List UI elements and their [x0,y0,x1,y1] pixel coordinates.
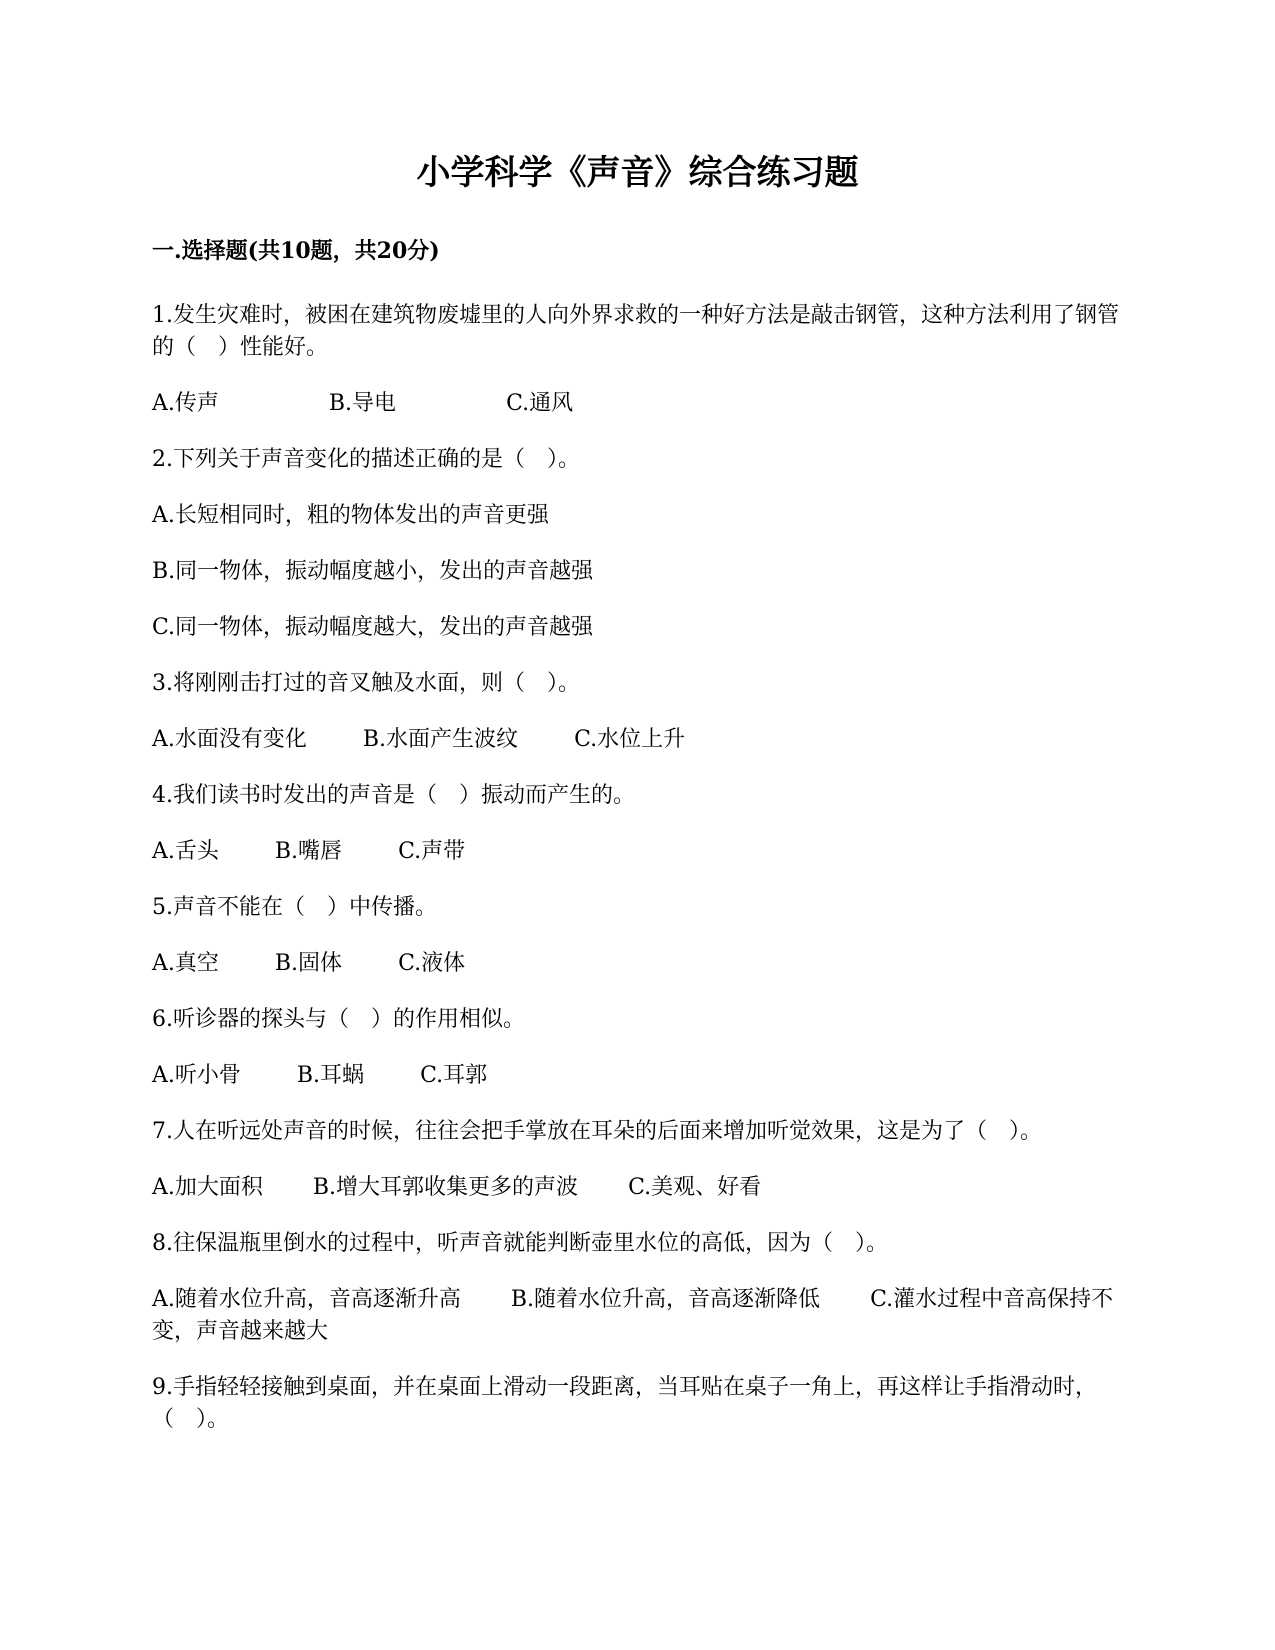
question-list [152,300,1124,1460]
question-text: 1.发生灾难时，被困在建筑物废墟里的人向外界求救的一种好方法是敲击钢管，这种方法利用了钢管的（ ）性能好。 [152,303,1119,360]
answer-options-row [152,948,1124,980]
answer-option: A.真空 [152,951,219,976]
answer-options-row [152,388,1124,420]
answer-options-row [152,1060,1124,1092]
answer-option: A.长短相同时，粗的物体发出的声音更强 [152,503,549,528]
answer-options-row [152,1172,1124,1204]
answer-option: C.水位上升 [574,727,686,752]
answer-option: C.耳郭 [420,1063,488,1088]
answer-option: A.传声 [152,391,219,416]
answer-option: A.水面没有变化 [152,727,307,752]
question-text: 2.下列关于声音变化的描述正确的是（ ）。 [152,447,580,472]
question-text: 4.我们读书时发出的声音是（ ）振动而产生的。 [152,783,635,808]
answer-options-row [152,724,1124,756]
question-text: 6.听诊器的探头与（ ）的作用相似。 [152,1007,525,1032]
question-text: 5.声音不能在（ ）中传播。 [152,895,437,920]
answer-option: C.声带 [398,839,466,864]
answer-option: C.美观、好看 [628,1175,762,1200]
answer-option: C.灌水过程中音高保持不变，声音越来越大 [152,1287,1114,1344]
answer-option: B.增大耳郭收集更多的声波 [312,1175,579,1200]
answer-option: C.同一物体，振动幅度越大，发出的声音越强 [152,615,594,640]
question-text: 3.将刚刚击打过的音叉触及水面，则（ ）。 [152,671,580,696]
answer-options-row [152,836,1124,868]
answer-option: B.导电 [328,391,397,416]
question-text: 8.往保温瓶里倒水的过程中，听声音就能判断壶里水位的高低，因为（ ）。 [152,1231,888,1256]
answer-option: B.水面产生波纹 [362,727,519,752]
answer-option: B.嘴唇 [274,839,343,864]
answer-option: A.听小骨 [152,1063,241,1088]
answer-option: B.随着水位升高，音高逐渐降低 [510,1287,821,1312]
question-text: 7.人在听远处声音的时候，往往会把手掌放在耳朵的后面来增加听觉效果，这是为了（ ）。 [152,1119,1042,1144]
answer-option: A.随着水位升高，音高逐渐升高 [152,1287,461,1312]
answer-option: C.通风 [506,391,574,416]
question-text: 9.手指轻轻接触到桌面，并在桌面上滑动一段距离，当耳贴在桌子一角上，再这样让手指滑动时，（ ）。 [152,1375,1097,1432]
answer-option: B.耳蜗 [296,1063,365,1088]
answer-options-row [152,1284,1124,1348]
answer-option: A.加大面积 [152,1175,263,1200]
answer-option: B.固体 [274,951,343,976]
answer-option: A.舌头 [152,839,219,864]
section-heading: 一.选择题(共10题，共20分) [152,238,440,264]
answer-option: C.液体 [398,951,466,976]
page-title: 小学科学《声音》综合练习题 [416,153,859,193]
answer-option: B.同一物体，振动幅度越小，发出的声音越强 [152,559,594,584]
